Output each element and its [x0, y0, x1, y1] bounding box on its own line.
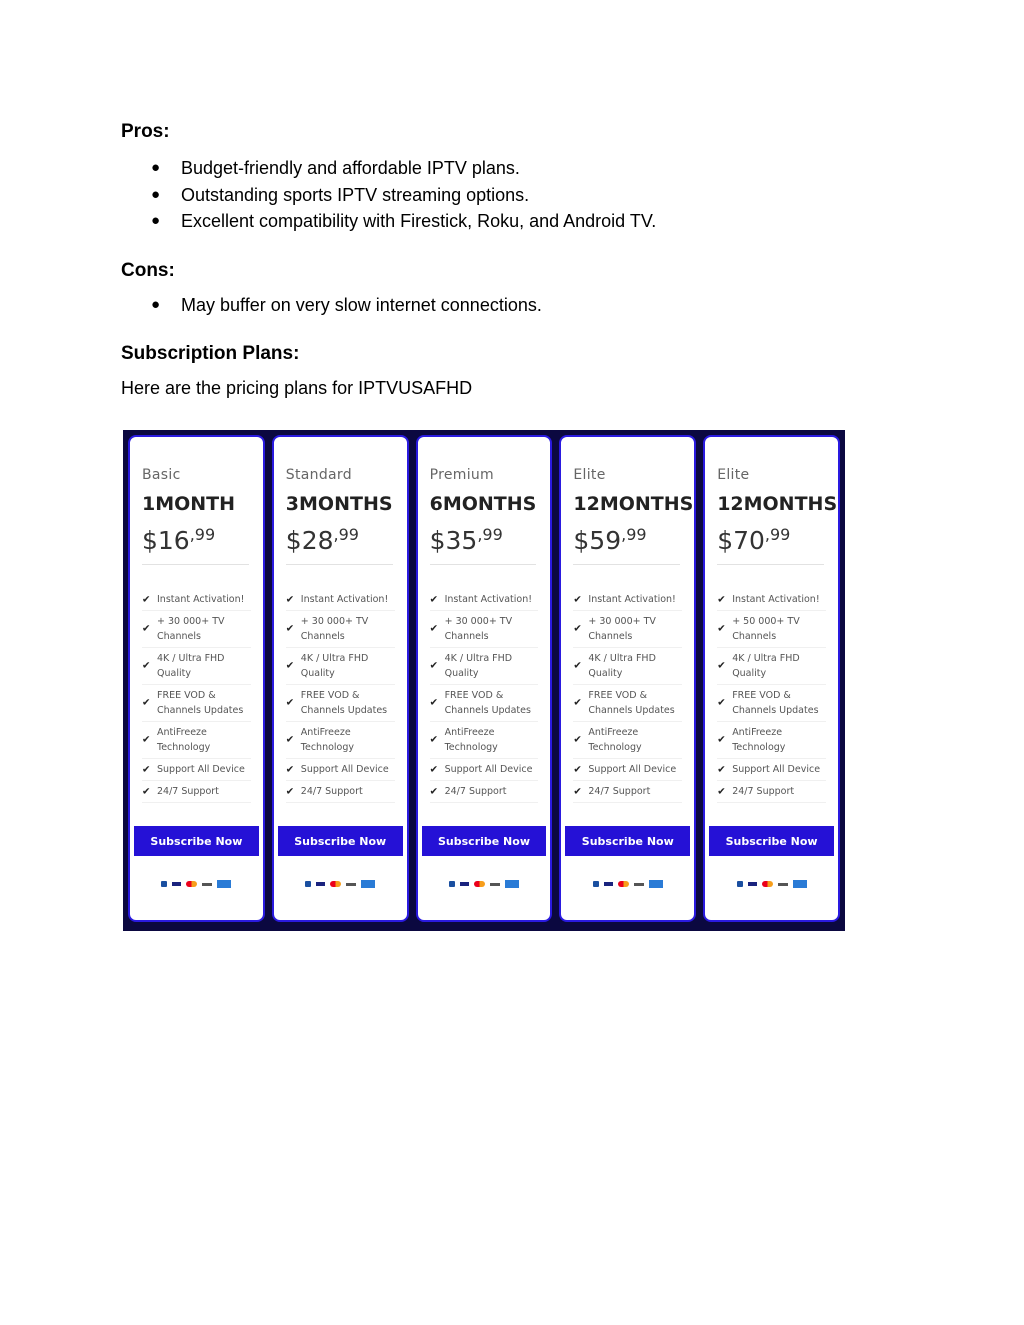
plan-feature: ✔ 4K / Ultra FHD Quality [286, 648, 395, 685]
bullet-icon: ● [151, 159, 161, 176]
plan-feature: ✔ 24/7 Support [430, 781, 539, 803]
plan-feature: ✔ Support All Device [430, 759, 539, 781]
divider [573, 564, 680, 565]
discover-icon [778, 883, 788, 886]
check-icon: ✔ [429, 697, 438, 709]
plan-duration: 12MONTHS [573, 493, 694, 515]
plan-feature: ✔ FREE VOD & Channels Updates [717, 685, 826, 722]
price-whole: 70 [733, 526, 765, 555]
plan-tier: Basic [142, 467, 181, 483]
plan-tier: Elite [717, 467, 750, 483]
check-icon: ✔ [573, 697, 582, 709]
discover-icon [490, 883, 500, 886]
check-icon: ✔ [142, 660, 151, 672]
plan-feature: ✔ FREE VOD & Channels Updates [430, 685, 539, 722]
payment-methods [274, 880, 407, 888]
pricing-plans-image [123, 430, 845, 931]
check-icon: ✔ [573, 764, 582, 775]
plan-feature: ✔ Instant Activation! [717, 589, 826, 611]
plan-feature: ✔ + 50 000+ TV Channels [717, 611, 826, 648]
plan-feature: ✔ 4K / Ultra FHD Quality [142, 648, 251, 685]
plan-card [128, 435, 265, 922]
check-icon: ✔ [142, 594, 151, 605]
check-icon: ✔ [429, 623, 438, 635]
price-cents: ,99 [764, 525, 791, 544]
plan-price [142, 525, 215, 555]
check-icon: ✔ [573, 594, 582, 605]
plan-feature: ✔ AntiFreeze Technology [430, 722, 539, 759]
price-cents: ,99 [333, 525, 359, 544]
payment-methods [561, 880, 694, 888]
plan-feature: ✔ 24/7 Support [717, 781, 826, 803]
plan-features [573, 589, 682, 803]
check-icon: ✔ [573, 623, 582, 635]
plan-price [286, 525, 359, 555]
visa-icon [460, 882, 469, 886]
plan-feature: ✔ + 30 000+ TV Channels [573, 611, 682, 648]
subscribe-now-button[interactable]: Subscribe Now [134, 826, 259, 856]
plan-feature: ✔ FREE VOD & Channels Updates [142, 685, 251, 722]
list-item: ● Outstanding sports IPTV streaming options. [121, 182, 656, 209]
discover-icon [202, 883, 212, 886]
check-icon: ✔ [429, 734, 438, 746]
plan-feature: ✔ 4K / Ultra FHD Quality [573, 648, 682, 685]
plan-feature: ✔ FREE VOD & Channels Updates [573, 685, 682, 722]
plan-card [703, 435, 840, 922]
check-icon: ✔ [717, 697, 726, 709]
mastercard-icon [762, 881, 773, 887]
check-icon: ✔ [285, 786, 295, 797]
price-currency: $ [142, 526, 158, 555]
plans-intro: Here are the pricing plans for IPTVUSAFHD [121, 378, 473, 398]
plan-feature: ✔ Support All Device [573, 759, 682, 781]
check-icon: ✔ [285, 660, 295, 672]
check-icon: ✔ [429, 660, 438, 672]
check-icon: ✔ [142, 734, 151, 746]
plan-features [142, 589, 251, 803]
check-icon: ✔ [717, 594, 726, 605]
paypal-icon [737, 881, 743, 887]
plan-duration: 3MONTHS [285, 493, 393, 515]
check-icon: ✔ [285, 697, 295, 709]
payment-methods [418, 880, 551, 888]
plan-tier: Premium [429, 467, 494, 483]
paypal-icon [305, 881, 311, 887]
plan-feature: ✔ Support All Device [142, 759, 251, 781]
pros-heading: Pros: [121, 121, 170, 142]
check-icon: ✔ [142, 786, 151, 797]
check-icon: ✔ [573, 660, 582, 672]
visa-icon [748, 882, 757, 886]
plan-feature: ✔ 24/7 Support [286, 781, 395, 803]
mastercard-icon [330, 881, 341, 887]
paypal-icon [449, 881, 455, 887]
divider [286, 564, 393, 565]
check-icon: ✔ [717, 623, 726, 635]
bullet-icon: ● [151, 296, 161, 313]
visa-icon [604, 882, 613, 886]
divider [142, 564, 249, 565]
price-whole: 16 [157, 526, 190, 555]
divider [717, 564, 824, 565]
plan-feature: ✔ + 30 000+ TV Channels [142, 611, 251, 648]
check-icon: ✔ [142, 764, 151, 775]
plan-feature: ✔ 24/7 Support [573, 781, 682, 803]
price-currency: $ [429, 526, 446, 555]
list-item: ● May buffer on very slow internet connections. [121, 292, 542, 319]
discover-icon [634, 883, 644, 886]
check-icon: ✔ [717, 764, 726, 775]
check-icon: ✔ [142, 697, 151, 709]
plan-card [272, 435, 409, 922]
plan-tier: Elite [573, 467, 606, 483]
cons-heading: Cons: [121, 260, 175, 281]
plan-duration: 1MONTH [142, 493, 236, 515]
plan-feature: ✔ AntiFreeze Technology [573, 722, 682, 759]
cons-list [121, 292, 542, 319]
plan-duration: 12MONTHS [717, 493, 838, 515]
plan-feature: ✔ AntiFreeze Technology [717, 722, 826, 759]
plan-feature: ✔ Instant Activation! [573, 589, 682, 611]
plan-card [559, 435, 696, 922]
plan-feature: ✔ Instant Activation! [430, 589, 539, 611]
plan-feature: ✔ Support All Device [286, 759, 395, 781]
plan-duration: 6MONTHS [429, 493, 537, 515]
payment-methods [130, 880, 263, 888]
price-cents: ,99 [621, 525, 647, 544]
price-currency: $ [717, 526, 734, 555]
plan-price [717, 525, 790, 555]
check-icon: ✔ [142, 623, 151, 635]
visa-icon [316, 882, 325, 886]
mastercard-icon [618, 881, 629, 887]
paypal-icon [161, 881, 167, 887]
plan-feature: ✔ Support All Device [717, 759, 826, 781]
plan-tier: Standard [285, 467, 352, 483]
check-icon: ✔ [429, 764, 438, 775]
list-item: ● Excellent compatibility with Firestick, Roku, and Android TV. [121, 208, 656, 235]
check-icon: ✔ [285, 764, 295, 775]
amex-icon [505, 880, 519, 888]
check-icon: ✔ [285, 623, 295, 635]
price-cents: ,99 [477, 525, 503, 544]
plan-price [430, 525, 503, 555]
price-whole: 59 [589, 526, 622, 555]
divider [430, 564, 537, 565]
amex-icon [361, 880, 375, 888]
plan-card [416, 435, 553, 922]
amex-icon [793, 880, 807, 888]
paypal-icon [593, 881, 599, 887]
price-whole: 35 [445, 526, 478, 555]
plan-feature: ✔ + 30 000+ TV Channels [286, 611, 395, 648]
price-whole: 28 [301, 526, 334, 555]
subscribe-now-button[interactable]: Subscribe Now [278, 826, 403, 856]
plan-feature: ✔ 24/7 Support [142, 781, 251, 803]
price-currency: $ [285, 526, 302, 555]
plan-price [573, 525, 646, 555]
check-icon: ✔ [285, 594, 295, 605]
visa-icon [172, 882, 181, 886]
plan-feature: ✔ 4K / Ultra FHD Quality [430, 648, 539, 685]
subscribe-now-button[interactable]: Subscribe Now [422, 826, 547, 856]
plan-features [286, 589, 395, 803]
pros-list [121, 155, 656, 235]
check-icon: ✔ [429, 786, 438, 797]
list-item: ● Budget-friendly and affordable IPTV plans. [121, 155, 656, 182]
plan-feature: ✔ + 30 000+ TV Channels [430, 611, 539, 648]
amex-icon [217, 880, 231, 888]
plan-features [430, 589, 539, 803]
check-icon: ✔ [573, 734, 582, 746]
plan-features [717, 589, 826, 803]
price-cents: ,99 [189, 525, 216, 544]
plan-feature: ✔ AntiFreeze Technology [142, 722, 251, 759]
payment-methods [705, 880, 838, 888]
subscription-plans-heading: Subscription Plans: [121, 343, 300, 364]
plan-feature: ✔ Instant Activation! [286, 589, 395, 611]
subscribe-now-button[interactable]: Subscribe Now [565, 826, 690, 856]
plan-feature: ✔ Instant Activation! [142, 589, 251, 611]
plan-feature: ✔ FREE VOD & Channels Updates [286, 685, 395, 722]
discover-icon [346, 883, 356, 886]
check-icon: ✔ [717, 734, 726, 746]
check-icon: ✔ [285, 734, 295, 746]
check-icon: ✔ [573, 786, 582, 797]
bullet-icon: ● [151, 212, 161, 229]
check-icon: ✔ [429, 594, 438, 605]
subscribe-now-button[interactable]: Subscribe Now [709, 826, 834, 856]
check-icon: ✔ [717, 660, 726, 672]
check-icon: ✔ [717, 786, 726, 797]
price-currency: $ [573, 526, 590, 555]
mastercard-icon [474, 881, 485, 887]
bullet-icon: ● [151, 185, 161, 203]
mastercard-icon [186, 881, 197, 887]
plan-feature: ✔ 4K / Ultra FHD Quality [717, 648, 826, 685]
plan-feature: ✔ AntiFreeze Technology [286, 722, 395, 759]
amex-icon [649, 880, 663, 888]
